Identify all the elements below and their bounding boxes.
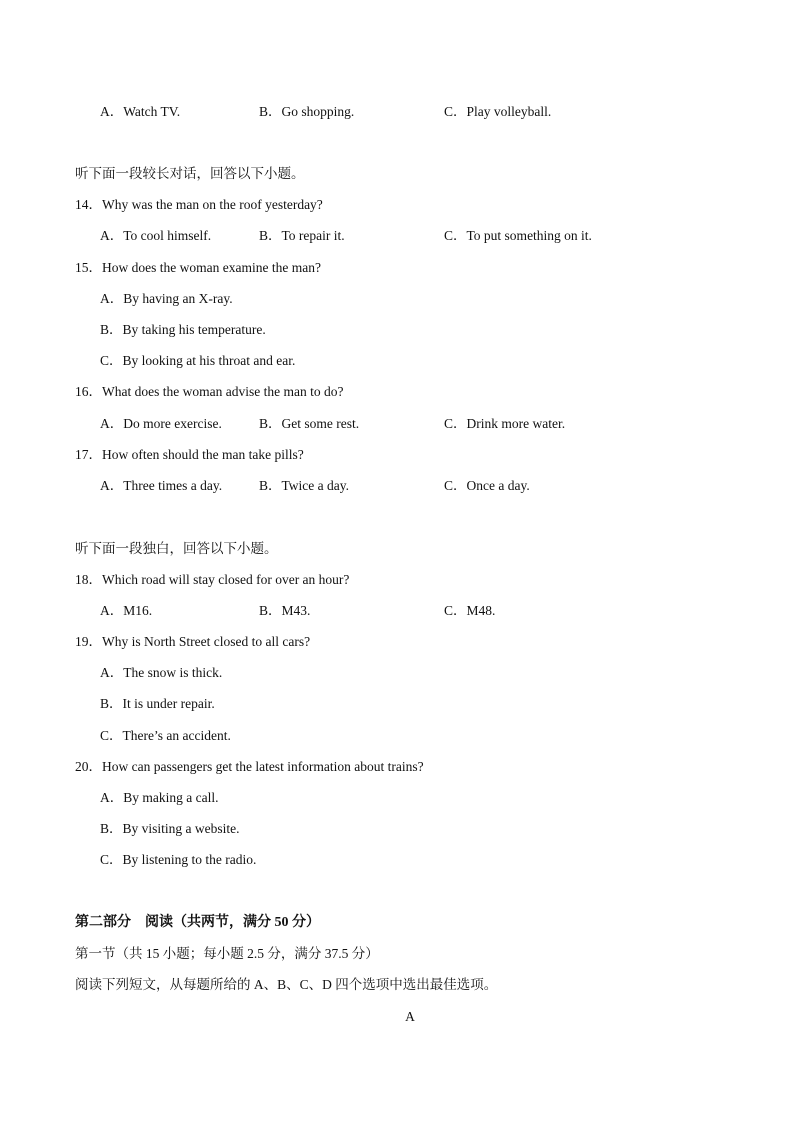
q20-option-b: B．By visiting a website. [100, 821, 240, 836]
q19-option-b: B．It is under repair. [100, 696, 215, 711]
q19-stem: 19．Why is North Street closed to all cars? [75, 634, 311, 649]
q13-option-b: B．Go shopping. [259, 104, 355, 119]
q14-stem: 14．Why was the man on the roof yesterday? [75, 197, 323, 212]
q20-option-c: C．By listening to the radio. [100, 852, 257, 867]
q20-option-a: A．By making a call. [100, 790, 219, 805]
q18-option-b: B．M43. [259, 603, 311, 618]
reading-instruction: 阅读下列短文，从每题所给的 A、B、C、D 四个选项中选出最佳选项。 [75, 977, 498, 992]
q17-option-a: A．Three times a day. [100, 478, 223, 493]
part2-heading: 第二部分 阅读（共两节，满分 50 分） [75, 915, 320, 930]
q16-option-a: A．Do more exercise. [100, 416, 222, 431]
q16-option-b: B．Get some rest. [259, 416, 360, 431]
q19-option-a: A．The snow is thick. [100, 665, 223, 680]
q17-option-c: C．Once a day. [444, 478, 530, 493]
q20-stem: 20．How can passengers get the latest information about trains? [75, 759, 424, 774]
q18-option-c: C．M48. [444, 603, 496, 618]
monologue-intro: 听下面一段独白，回答以下小题。 [75, 541, 278, 556]
q14-option-a: A．To cool himself. [100, 228, 212, 243]
dialog-intro: 听下面一段较长对话，回答以下小题。 [75, 166, 305, 181]
q16-option-c: C．Drink more water. [444, 416, 566, 431]
passage-label: A [405, 1009, 415, 1024]
q13-option-c: C．Play volleyball. [444, 104, 552, 119]
q14-option-c: C．To put something on it. [444, 228, 592, 243]
q17-stem: 17．How often should the man take pills? [75, 447, 304, 462]
q13-option-a: A．Watch TV. [100, 104, 181, 119]
q14-option-b: B．To repair it. [259, 228, 345, 243]
q18-option-a: A．M16. [100, 603, 153, 618]
section1-heading: 第一节（共 15 小题；每小题 2.5 分，满分 37.5 分） [75, 946, 379, 961]
q19-option-c: C．There’s an accident. [100, 728, 231, 743]
q16-stem: 16．What does the woman advise the man to do? [75, 384, 344, 399]
q15-option-b: B．By taking his temperature. [100, 322, 266, 337]
q15-stem: 15．How does the woman examine the man? [75, 260, 321, 275]
q17-option-b: B．Twice a day. [259, 478, 350, 493]
q18-stem: 18．Which road will stay closed for over an hour? [75, 572, 350, 587]
q15-option-a: A．By having an X-ray. [100, 291, 233, 306]
q15-option-c: C．By looking at his throat and ear. [100, 353, 296, 368]
